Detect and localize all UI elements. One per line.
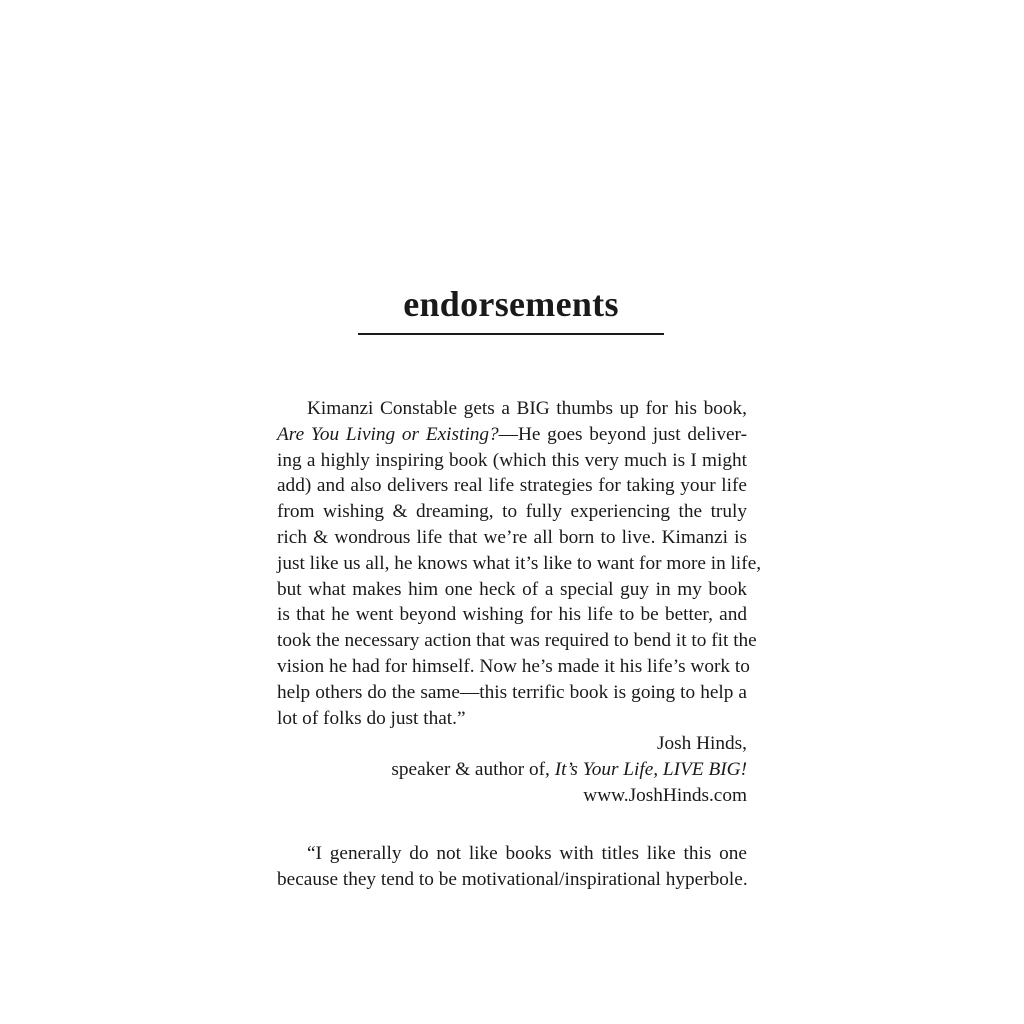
paragraph-gap: [277, 809, 747, 841]
text-line: [277, 422, 747, 448]
text-line: because they tend to be motivational/inspirational hyperbole.: [277, 868, 748, 890]
text-line: add) and also delivers real life strategies for taking your life: [277, 475, 747, 497]
page-title: endorsements: [403, 284, 619, 324]
text-line: rich & wondrous life that we’re all born to live. Kimanzi is: [277, 526, 747, 548]
text-line: Kimanzi Constable gets a BIG thumbs up for his book,: [307, 398, 747, 419]
book-title: Are You Living or Existing?: [277, 423, 499, 445]
heading-block: [358, 282, 664, 335]
text-line: “I generally do not like books with titles like this one: [307, 842, 747, 864]
text-line: help others do the same—this terrific book is going to help a: [277, 681, 747, 703]
endorser-name: Josh Hinds,: [657, 733, 747, 755]
text-line: vision he had for himself. Now he’s made it his life’s work to: [277, 655, 750, 677]
endorser-book-title: It’s Your Life, LIVE BIG!: [554, 759, 747, 781]
endorsement-attribution-1: [277, 731, 747, 808]
endorser-role: [277, 757, 747, 783]
role-prefix: speaker & author of,: [391, 759, 555, 781]
text-segment: —He goes beyond just deliver-: [498, 423, 747, 445]
text-line: from wishing & dreaming, to fully experiencing the truly: [277, 501, 747, 523]
endorsement-paragraph-1: [277, 396, 762, 731]
text-line: but what makes him one heck of a special guy in my book: [277, 578, 747, 600]
text-line: lot of folks do just that.”: [277, 707, 466, 729]
title-underline: [358, 333, 664, 335]
text-line: is that he went beyond wishing for his life to be better, and: [277, 604, 747, 626]
text-line: took the necessary action that was required to bend it to fit the: [277, 630, 757, 652]
text-line: ing a highly inspiring book (which this very much is I might: [277, 449, 747, 471]
text-line: just like us all, he knows what it’s like to want for more in life,: [277, 552, 762, 574]
endorsement-paragraph-2: [277, 841, 747, 893]
endorsements-body: [277, 396, 762, 892]
endorser-website: www.JoshHinds.com: [583, 784, 747, 806]
